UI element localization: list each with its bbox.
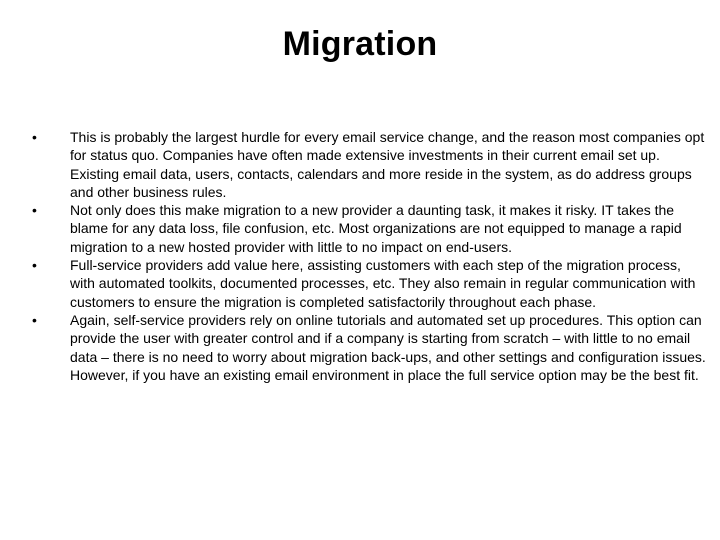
bullet-item bbox=[30, 256, 706, 311]
bullet-icon: • bbox=[32, 129, 37, 145]
bullet-item bbox=[30, 128, 706, 201]
bullet-list bbox=[30, 128, 706, 384]
bullet-item bbox=[30, 201, 706, 256]
bullet-text: Full-service providers add value here, assisting customers with each step of the migration process, with automated toolkits, documented processes, etc. They also remain in regular communication with customers to ensure the migration is completed satisfactorily throughout each phase. bbox=[70, 257, 696, 310]
bullet-text: Not only does this make migration to a new provider a daunting task, it makes it risky. IT takes the blame for any data loss, file confusion, etc. Most organizations are not equipped to manage a rapid migration to a new hosted provider with little to no impact on end-users. bbox=[70, 202, 682, 255]
bullet-icon: • bbox=[32, 257, 37, 274]
bullet-icon: • bbox=[32, 311, 37, 328]
bullet-text: This is probably the largest hurdle for every email service change, and the reason most companies opt for status quo. Companies have often made extensive investments in their current email set up. Existing email data, users, contacts, calendars and more reside in the system, as do address groups and other business rules. bbox=[70, 129, 705, 200]
bullet-icon: • bbox=[32, 202, 37, 219]
bullet-item bbox=[30, 311, 706, 384]
slide-title: Migration bbox=[282, 25, 438, 63]
bullet-text: Again, self-service providers rely on online tutorials and automated set up procedures. This option can provide the user with greater control and if a company is starting from scratch – with little to no email data – there is no need to worry about migration back-ups, and other settings and configuration issues. However, if you have an existing email environment in place the full service option may be the best fit. bbox=[70, 311, 706, 383]
